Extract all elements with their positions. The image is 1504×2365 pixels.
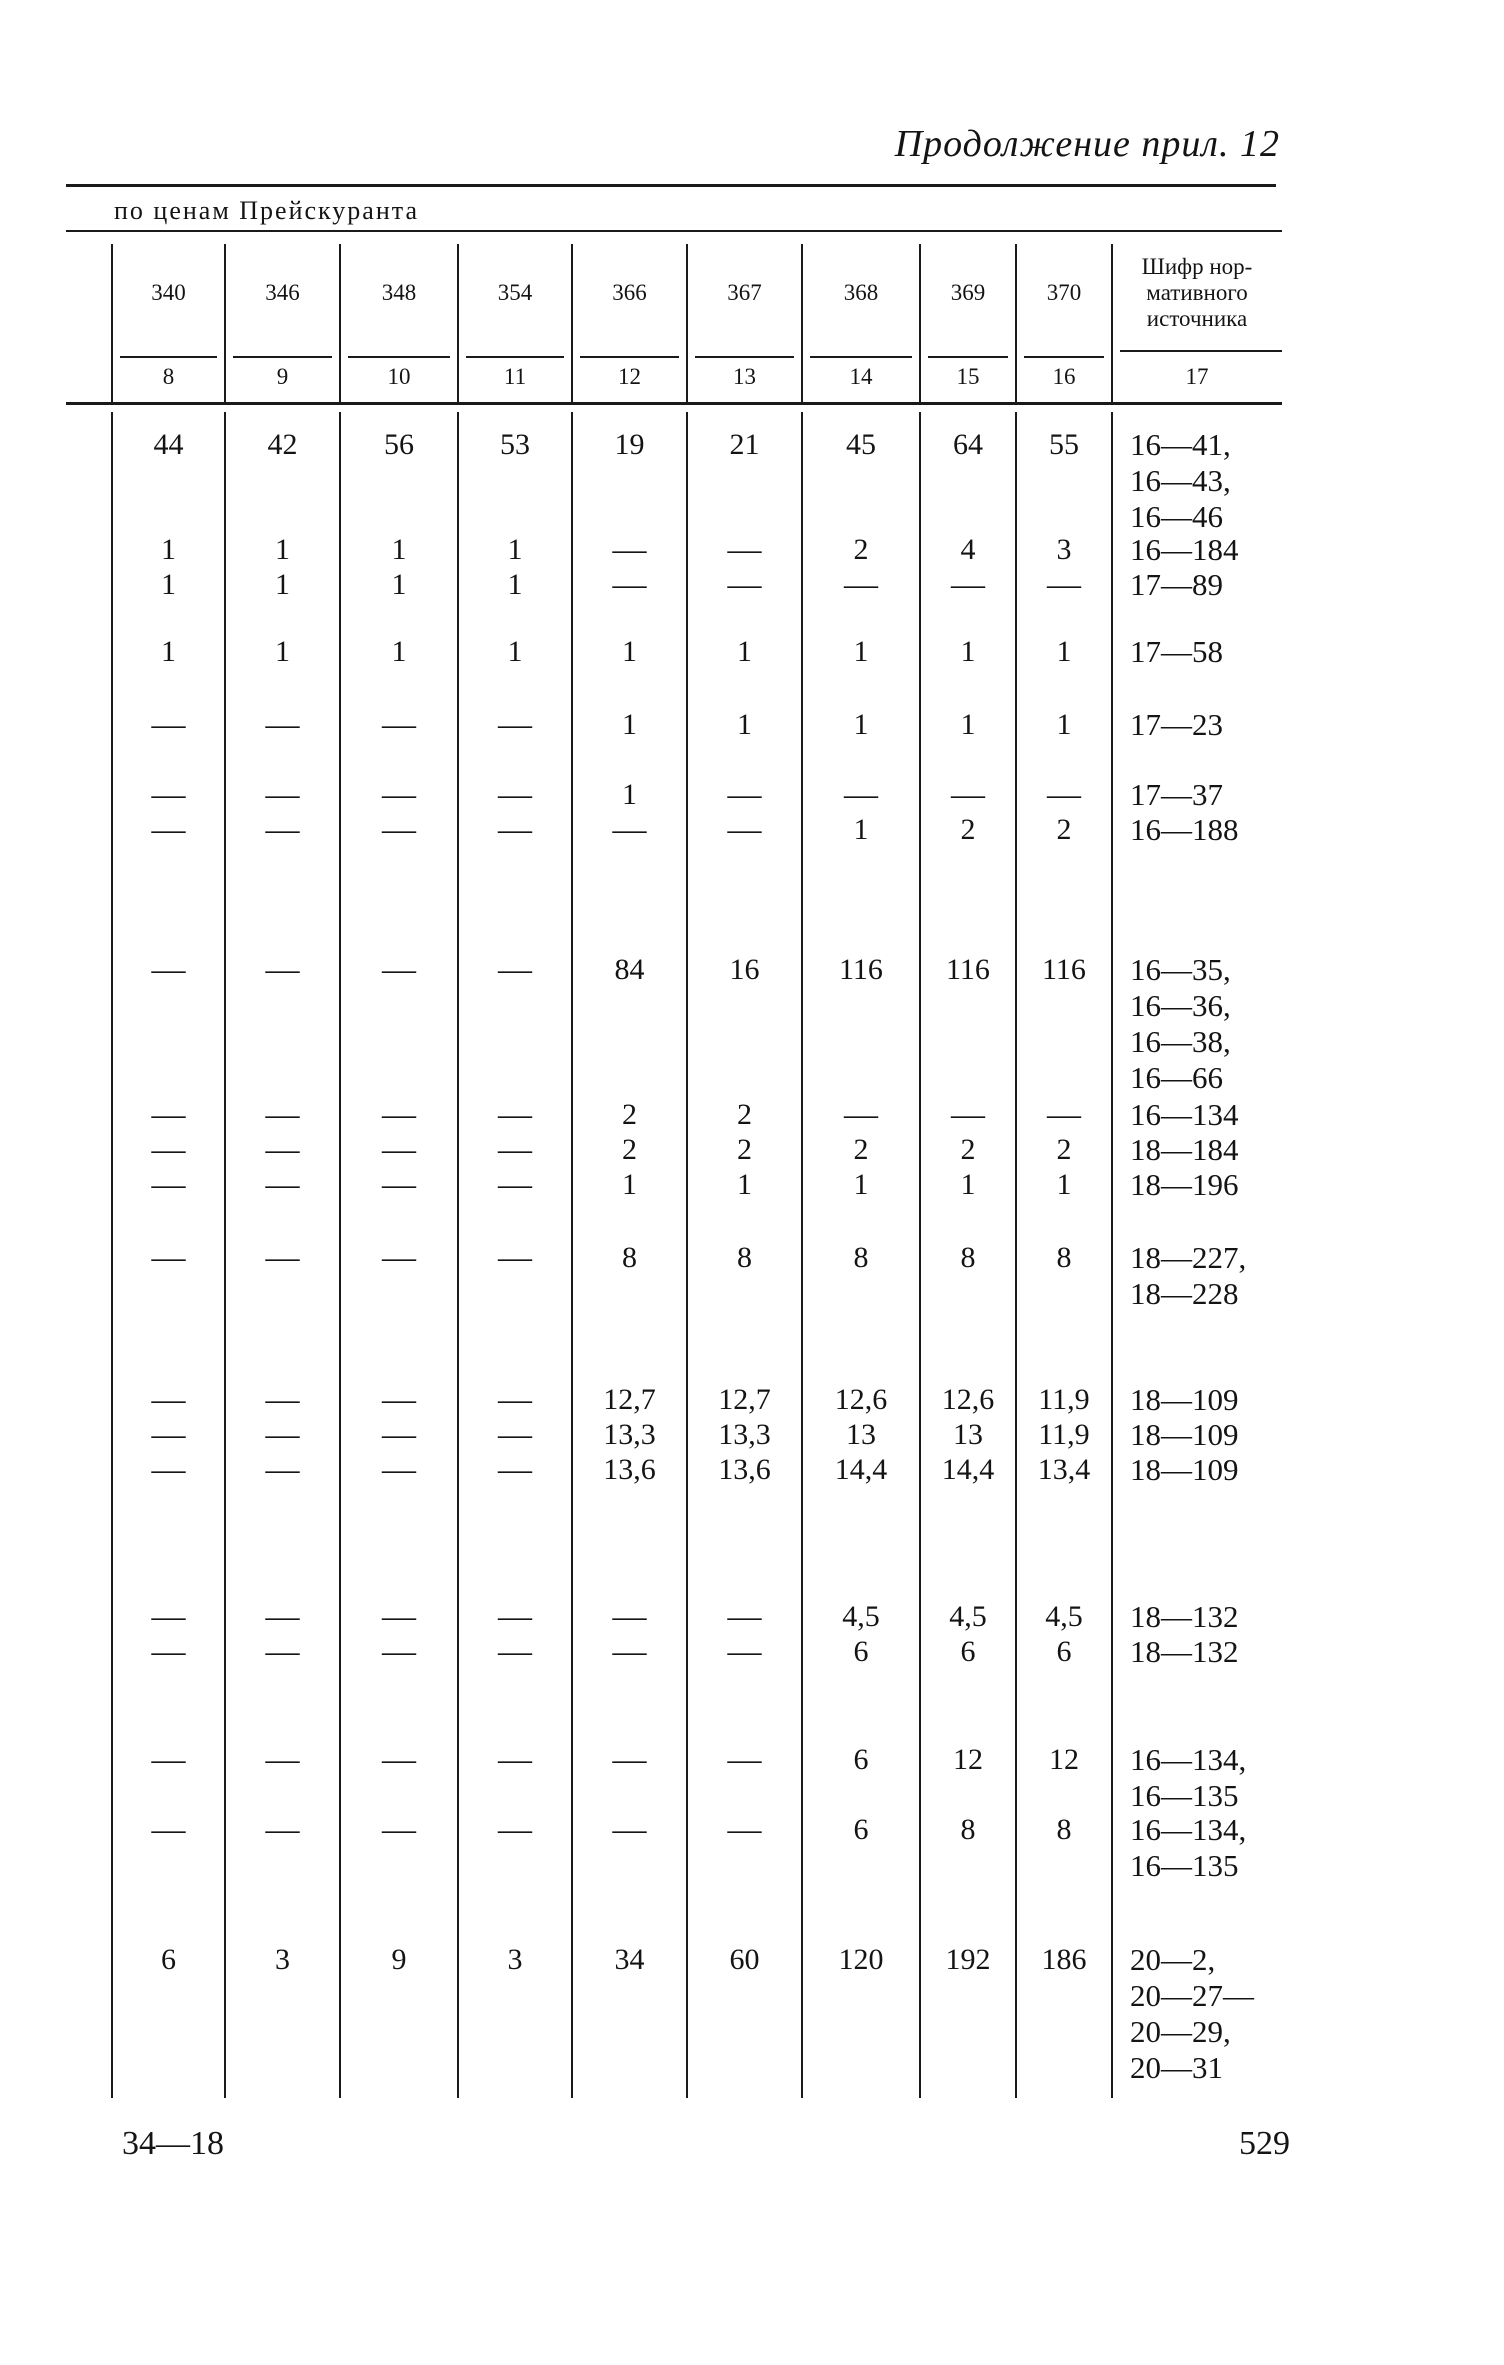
table-cell: 2	[960, 1133, 976, 1166]
table-cell: 1	[737, 1168, 752, 1201]
table-cell: —	[151, 1096, 186, 1133]
table-cell: —	[727, 1633, 762, 1670]
table-cell: 116	[1042, 953, 1086, 986]
table-cell: 34	[614, 1943, 645, 1976]
table-cell: 12,7	[718, 1383, 771, 1416]
column-header-368: 368	[843, 280, 879, 305]
table-cell: —	[382, 776, 416, 813]
table-cell: —	[265, 1166, 300, 1203]
source-code: 18—109	[1130, 1452, 1239, 1487]
table-cell: 2	[960, 813, 976, 846]
table-cell: —	[151, 811, 186, 848]
table-cell: 11,9	[1038, 1418, 1090, 1451]
table-cell: 3	[507, 1943, 523, 1976]
table-cell: 1	[1056, 635, 1072, 668]
table-cell: 1	[1056, 708, 1072, 741]
source-code: 18—132	[1130, 1634, 1239, 1669]
source-code: 16—134, 16—135	[1130, 1812, 1247, 1883]
column-number: 15	[956, 364, 980, 389]
table-cell: —	[265, 1131, 300, 1168]
table-cell: 4	[960, 533, 976, 566]
table-cell: —	[382, 1451, 416, 1488]
table-cell: —	[382, 1741, 416, 1778]
table-cell: 1	[960, 1168, 976, 1201]
table-cell: 8	[960, 1813, 976, 1846]
table-cell: —	[727, 566, 762, 603]
table-cell: —	[612, 1633, 647, 1670]
table-cell: 1	[391, 533, 407, 566]
table-cell: 1	[507, 568, 523, 601]
table-cell: —	[382, 1131, 416, 1168]
table-cell: —	[265, 706, 300, 743]
column-number: 9	[276, 364, 289, 389]
table-cell: 19	[614, 428, 645, 461]
table-cell: 1	[161, 635, 176, 668]
table-cell: 60	[729, 1943, 760, 1976]
table-cell: 11,9	[1038, 1383, 1090, 1416]
source-code: 18—184	[1130, 1132, 1239, 1167]
table-cell: 13,6	[603, 1453, 656, 1486]
table-cell: —	[265, 1096, 300, 1133]
source-code: 17—89	[1130, 567, 1223, 602]
table-cell: —	[151, 1598, 186, 1635]
table-cell: —	[382, 1381, 416, 1418]
table-cell: 14,4	[941, 1453, 995, 1486]
table-cell: —	[265, 776, 300, 813]
table-cell: —	[265, 1811, 300, 1848]
header-top-rule	[66, 230, 1282, 232]
table-cell: —	[151, 951, 186, 988]
table-cell: —	[727, 1598, 762, 1635]
table-cell: 6	[960, 1635, 976, 1668]
table-cell: 1	[507, 533, 523, 566]
table-cell: 13	[846, 1418, 876, 1451]
table-cell: —	[844, 776, 878, 813]
table-cell: 42	[267, 428, 298, 461]
table-cell: —	[382, 1096, 416, 1133]
table-cell: 2	[853, 533, 869, 566]
table-cell: 1	[622, 778, 637, 811]
table-cell: —	[951, 776, 985, 813]
table-cell: —	[151, 1633, 186, 1670]
table-cell: —	[727, 531, 762, 568]
table-cell: —	[612, 566, 647, 603]
column-header-346: 346	[265, 280, 300, 305]
table-cell: —	[151, 776, 186, 813]
table-cell: 6	[853, 1743, 869, 1776]
table-cell: —	[498, 1811, 532, 1848]
header-bottom-rule	[66, 402, 1282, 405]
table-cell: 84	[614, 953, 645, 986]
source-code: 16—35, 16—36, 16—38, 16—66	[1130, 952, 1231, 1095]
column-number: 11	[503, 364, 527, 389]
column-number: 17	[1185, 364, 1209, 389]
table-cell: 4,5	[949, 1600, 987, 1633]
column-number: 14	[849, 364, 873, 389]
table-cell: —	[612, 811, 647, 848]
table-cell: —	[498, 1598, 532, 1635]
table-cell: 12,6	[941, 1383, 995, 1416]
table-cell: 8	[622, 1241, 637, 1274]
table-cell: —	[382, 706, 416, 743]
table-cell: 116	[946, 953, 990, 986]
table-cell: 4,5	[1045, 1600, 1083, 1633]
page-number: 529	[1239, 2125, 1290, 2162]
table-cell: —	[498, 1416, 532, 1453]
table-cell: 13,4	[1037, 1453, 1091, 1486]
table-cell: 120	[838, 1943, 884, 1976]
table-cell: —	[727, 1811, 762, 1848]
table-cell: 2	[1056, 813, 1072, 846]
table-cell: 1	[391, 635, 407, 668]
column-number-rule	[695, 356, 794, 358]
table-cell: —	[498, 1166, 532, 1203]
table-cell: 6	[1056, 1635, 1072, 1668]
table-cell: —	[1047, 1096, 1081, 1133]
table-cell: 1	[960, 635, 976, 668]
table-cell: —	[265, 1741, 300, 1778]
table-cell: 9	[391, 1943, 407, 1976]
table-cell: 8	[737, 1241, 752, 1274]
table-cell: —	[612, 1598, 647, 1635]
table-cell: 6	[853, 1635, 869, 1668]
column-header-348: 348	[381, 280, 417, 305]
table-cell: —	[498, 1451, 532, 1488]
source-code: 18—227, 18—228	[1130, 1240, 1247, 1311]
table-cell: 1	[161, 568, 176, 601]
column-header-370: 370	[1046, 280, 1082, 305]
table-cell: —	[727, 811, 762, 848]
table-cell: —	[382, 1811, 416, 1848]
table-cell: —	[382, 1633, 416, 1670]
table-cell: 64	[953, 428, 983, 461]
column-number-rule	[1024, 356, 1104, 358]
table-cell: 3	[1056, 533, 1072, 566]
table-cell: —	[265, 1381, 300, 1418]
table-cell: —	[498, 1096, 532, 1133]
table-cell: —	[265, 1598, 300, 1635]
table-cell: —	[265, 1633, 300, 1670]
table-cell: 1	[275, 568, 290, 601]
table-cell: —	[498, 1741, 532, 1778]
table-cell: —	[951, 1096, 985, 1133]
table-cell: —	[951, 566, 985, 603]
table-cell: 12	[1049, 1743, 1079, 1776]
table-cell: 1	[391, 568, 407, 601]
table-cell: 4,5	[842, 1600, 880, 1633]
table-cell: —	[151, 1811, 186, 1848]
table-cell: —	[498, 951, 532, 988]
table-cell: 55	[1049, 428, 1079, 461]
column-number-rule	[928, 356, 1008, 358]
table-cell: —	[265, 811, 300, 848]
printer-signature: 34—18	[122, 2125, 224, 2162]
table-cell: —	[382, 951, 416, 988]
table-cell: —	[151, 1239, 186, 1276]
table-cell: 192	[945, 1943, 991, 1976]
table-cell: 12,7	[603, 1383, 656, 1416]
table-cell: 56	[384, 428, 414, 461]
table-cell: 1	[622, 1168, 637, 1201]
table-cell: 12	[953, 1743, 983, 1776]
table-cell: —	[844, 566, 878, 603]
table-cell: 2	[1056, 1133, 1072, 1166]
table-cell: —	[498, 706, 532, 743]
table-cell: 1	[275, 635, 290, 668]
table-cell: —	[265, 1451, 300, 1488]
table-cell: 6	[853, 1813, 869, 1846]
table-cell: —	[498, 1633, 532, 1670]
table-cell: 1	[275, 533, 290, 566]
table-cell: 44	[153, 428, 184, 461]
table-cell: 116	[839, 953, 883, 986]
table-cell: —	[265, 1416, 300, 1453]
table-cell: 2	[622, 1133, 637, 1166]
table-cell: —	[727, 776, 762, 813]
column-number-rule	[580, 356, 679, 358]
source-code: 16—41, 16—43, 16—46	[1130, 427, 1231, 534]
table-cell: 1	[853, 813, 869, 846]
table-cell: —	[844, 1096, 878, 1133]
table-cell: 13,6	[718, 1453, 771, 1486]
table-cell: 53	[500, 428, 530, 461]
top-rule	[66, 184, 1276, 187]
column-header-340: 340	[151, 280, 186, 305]
table-cell: 2	[737, 1133, 752, 1166]
table-cell: —	[498, 811, 532, 848]
table-cell: 1	[161, 533, 176, 566]
table-cell: 8	[1056, 1241, 1072, 1274]
column-number-rule	[466, 356, 564, 358]
table-cell: 1	[853, 1168, 869, 1201]
table-cell: 2	[737, 1098, 752, 1131]
source-code: 18—109	[1130, 1417, 1239, 1452]
running-title: Продолжение прил. 12	[894, 123, 1280, 165]
table-cell: 1	[737, 708, 752, 741]
table-cell: 1	[622, 635, 637, 668]
source-code: 16—134, 16—135	[1130, 1742, 1247, 1813]
table-cell: —	[382, 811, 416, 848]
table-cell: 12,6	[834, 1383, 888, 1416]
table-cell: —	[1047, 776, 1081, 813]
source-code: 16—134	[1130, 1097, 1239, 1132]
column-number: 13	[733, 364, 756, 389]
column-header-369: 369	[950, 280, 986, 305]
source-code: 20—2, 20—27— 20—29, 20—31	[1130, 1942, 1254, 2085]
table-cell: 13,3	[603, 1418, 656, 1451]
source-code: 16—188	[1130, 812, 1239, 847]
source-code: 17—23	[1130, 707, 1223, 742]
table-cell: 1	[507, 635, 523, 668]
column-number-rule	[233, 356, 332, 358]
column-number-rule	[1120, 350, 1282, 352]
source-code: 18—196	[1130, 1167, 1239, 1202]
table-cell: 3	[275, 1943, 290, 1976]
column-number: 16	[1052, 364, 1076, 389]
table-cell: —	[151, 1166, 186, 1203]
table-cell: —	[498, 1239, 532, 1276]
column-header-354: 354	[497, 280, 533, 305]
table-caption: по ценам Прейскуранта	[114, 196, 419, 225]
table-cell: 8	[853, 1241, 869, 1274]
table-cell: —	[498, 1131, 532, 1168]
table-cell: 21	[729, 428, 760, 461]
column-number: 12	[618, 364, 641, 389]
table-cell: 1	[737, 635, 752, 668]
table-cell: 1	[1056, 1168, 1072, 1201]
table-cell: —	[151, 1416, 186, 1453]
table-cell: —	[151, 1381, 186, 1418]
table-cell: 45	[846, 428, 876, 461]
table-cell: —	[382, 1239, 416, 1276]
table-cell: 8	[960, 1241, 976, 1274]
source-code: 18—109	[1130, 1382, 1239, 1417]
table-cell: 2	[622, 1098, 637, 1131]
column-number-rule	[120, 356, 217, 358]
source-code: 17—58	[1130, 634, 1223, 669]
table-cell: 8	[1056, 1813, 1072, 1846]
column-number-rule	[810, 356, 912, 358]
table-cell: 14,4	[834, 1453, 888, 1486]
table-cell: 1	[960, 708, 976, 741]
table-cell: —	[265, 951, 300, 988]
column-number-rule	[348, 356, 450, 358]
table-cell: —	[382, 1416, 416, 1453]
table-cell: —	[151, 706, 186, 743]
table-cell: 1	[853, 708, 869, 741]
table-cell: —	[382, 1598, 416, 1635]
table-cell: —	[612, 1741, 647, 1778]
table-cell: 13,3	[718, 1418, 771, 1451]
table-cell: 16	[729, 953, 760, 986]
column-number: 10	[387, 364, 411, 389]
table-cell: 2	[853, 1133, 869, 1166]
table-cell: —	[151, 1131, 186, 1168]
source-code: 16—184	[1130, 532, 1239, 567]
column-header-366: 366	[612, 280, 647, 305]
table-cell: —	[265, 1239, 300, 1276]
source-code: 17—37	[1130, 777, 1223, 812]
table-cell: 1	[622, 708, 637, 741]
table-cell: —	[498, 1381, 532, 1418]
source-code: 18—132	[1130, 1599, 1239, 1634]
table-cell: —	[151, 1451, 186, 1488]
column-number: 8	[162, 364, 175, 389]
table-cell: —	[382, 1166, 416, 1203]
table-cell: —	[612, 1811, 647, 1848]
table-cell: 13	[953, 1418, 983, 1451]
column-header-367: 367	[727, 280, 762, 305]
table-cell: 1	[853, 635, 869, 668]
table-cell: —	[1047, 566, 1081, 603]
table-cell: —	[498, 776, 532, 813]
column-header-code: Шифр нор- мативного источника	[1141, 254, 1253, 331]
table-cell: —	[727, 1741, 762, 1778]
table-cell: —	[612, 531, 647, 568]
table-cell: 186	[1041, 1943, 1087, 1976]
table-cell: —	[151, 1741, 186, 1778]
table-cell: 6	[161, 1943, 176, 1976]
